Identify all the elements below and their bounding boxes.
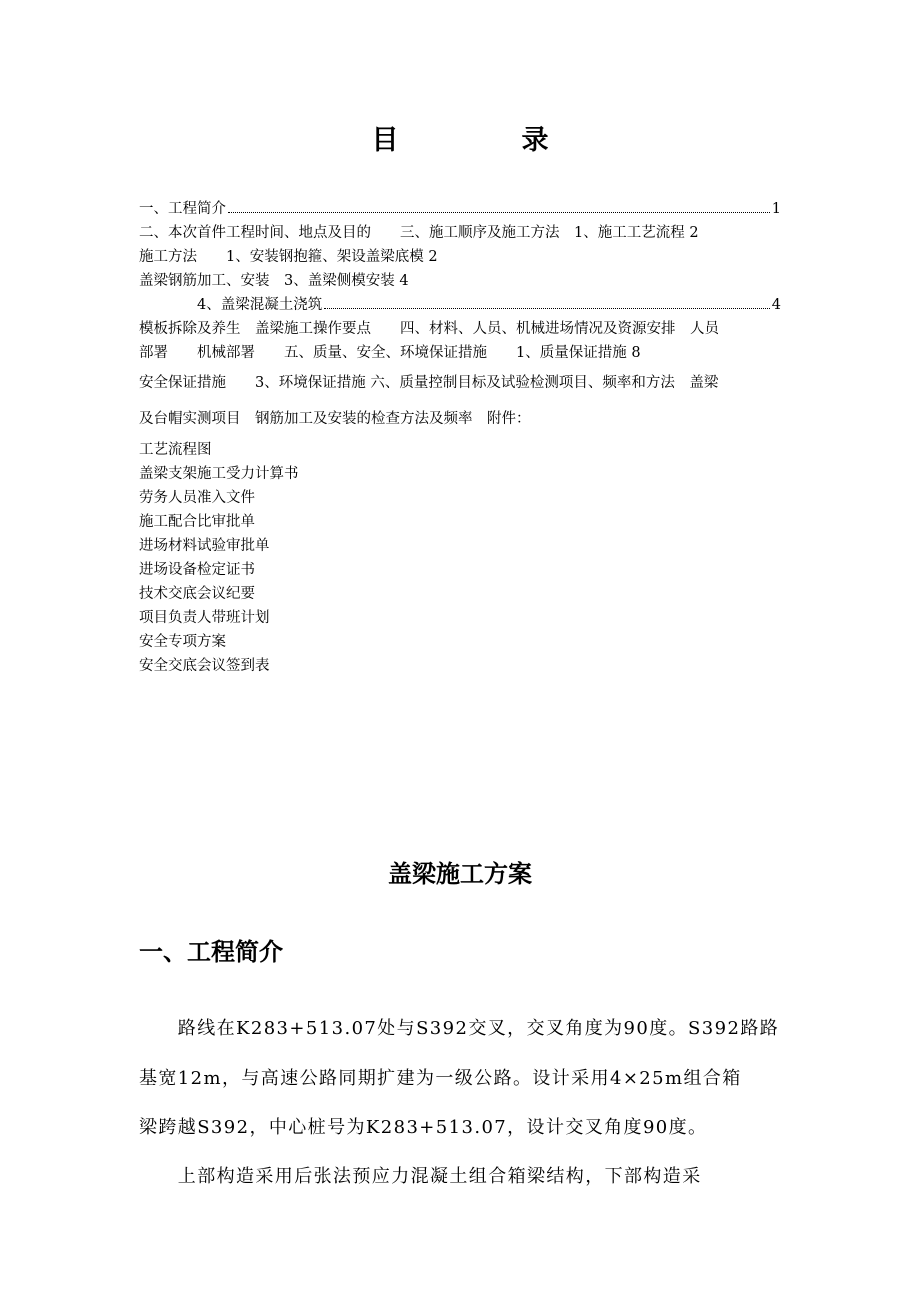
toc-title: 目 录 xyxy=(371,125,597,156)
toc-entry: 施工方法 1、安装钢抱箍、架设盖梁底模 2 xyxy=(139,249,438,265)
toc-entry: 二、本次首件工程时间、地点及目的 三、施工顺序及施工方法 1、施工工艺流程 2 xyxy=(139,225,699,241)
paragraph-line: 路线在K283+513.07处与S392交叉，交叉角度为90度。S392路路 xyxy=(139,1018,779,1039)
paragraph-line: 基宽12m，与高速公路同期扩建为一级公路。设计采用4×25m组合箱 xyxy=(139,1068,742,1089)
toc-entry-dotted xyxy=(139,199,781,219)
annex-item: 项目负责人带班计划 xyxy=(139,610,270,626)
toc-entry: 安全保证措施 3、环境保证措施 六、质量控制目标及试验检测项目、频率和方法 盖梁 xyxy=(139,375,719,391)
toc-leader-dots xyxy=(324,307,770,309)
section-heading: 一、工程简介 xyxy=(139,938,283,966)
paragraph-line: 上部构造采用后张法预应力混凝土组合箱梁结构，下部构造采 xyxy=(139,1166,702,1187)
paragraph-line: 梁跨越S392，中心桩号为K283+513.07，设计交叉角度90度。 xyxy=(139,1117,708,1138)
annex-item: 施工配合比审批单 xyxy=(139,514,255,530)
toc-entry-dotted xyxy=(139,295,781,315)
toc-entry-label: 4、盖梁混凝土浇筑 xyxy=(139,297,323,313)
toc-page-number: 4 xyxy=(771,297,781,313)
annex-item: 技术交底会议纪要 xyxy=(139,586,255,602)
annex-item: 劳务人员准入文件 xyxy=(139,490,255,506)
toc-page-number: 1 xyxy=(771,201,781,217)
toc-entry: 盖梁钢筋加工、安装 3、盖梁侧模安装 4 xyxy=(139,273,409,289)
toc-entry: 部署 机械部署 五、质量、安全、环境保证措施 1、质量保证措施 8 xyxy=(139,345,641,361)
annex-item: 工艺流程图 xyxy=(139,442,212,458)
toc-entry-label: 一、工程简介 xyxy=(139,201,226,217)
toc-leader-dots xyxy=(228,211,770,213)
toc-entry: 及台帽实测项目 钢筋加工及安装的检查方法及频率 附件： xyxy=(139,411,531,427)
annex-item: 进场设备检定证书 xyxy=(139,562,255,578)
annex-item: 安全专项方案 xyxy=(139,634,226,650)
annex-item: 盖梁支架施工受力计算书 xyxy=(139,466,299,482)
annex-item: 进场材料试验审批单 xyxy=(139,538,270,554)
toc-entry: 模板拆除及养生 盖梁施工操作要点 四、材料、人员、机械进场情况及资源安排 人员 xyxy=(139,321,719,337)
annex-item: 安全交底会议签到表 xyxy=(139,658,270,674)
document-title: 盖梁施工方案 xyxy=(388,860,532,888)
